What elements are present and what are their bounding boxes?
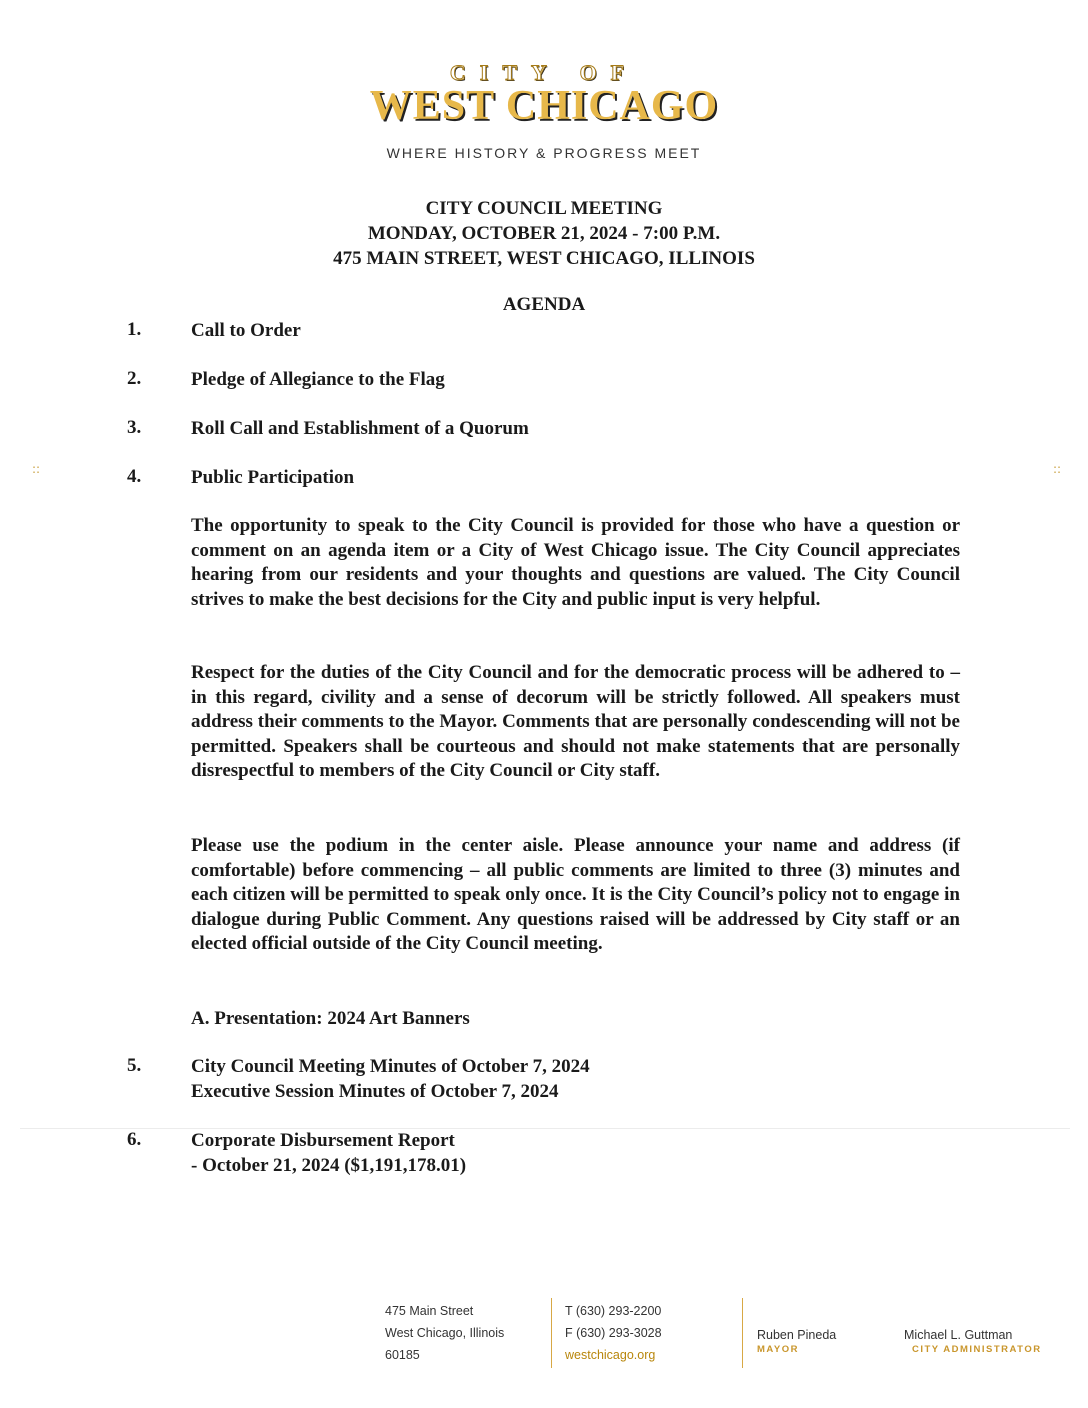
presentation-sub-item: A. Presentation: 2024 Art Banners	[191, 1008, 470, 1029]
administrator-title: CITY ADMINISTRATOR	[912, 1344, 1042, 1355]
item-number: 2.	[127, 368, 142, 389]
item-number: 3.	[127, 417, 142, 438]
agenda-item-pledge: Pledge of Allegiance to the Flag	[191, 369, 445, 390]
administrator-name: Michael L. Guttman	[904, 1328, 1013, 1342]
public-participation-paragraph-3: Please use the podium in the center aisle. Please announce your name and address (if comfortable) before commencing – all public comments are limited to three (3) minutes and each citizen will be permitted to speak only once. It is the City Council’s policy not to engage in dialogue during Public Comment. Any questions raised will be addressed by City staff or an elected official outside of the City Council meeting.	[191, 835, 960, 955]
logo-city-of: CITY OF	[449, 60, 639, 85]
footer-street: 475 Main Street	[385, 1304, 474, 1318]
agenda-item-executive-minutes: Executive Session Minutes of October 7, 2024	[191, 1081, 559, 1102]
item-number: 4.	[127, 466, 142, 487]
public-participation-paragraph-1: The opportunity to speak to the City Council is provided for those who have a question or comment on an agenda item or a City of West Chicago issue. The City Council appreciates hearing from our residents and your thoughts and questions are valued. The City Council strives to make the best decisions for the City and public input is very helpful.	[191, 515, 960, 610]
right-margin-mark: ::	[1053, 462, 1062, 476]
agenda-item-public-participation: Public Participation	[191, 467, 355, 488]
footer-city: West Chicago, Illinois	[385, 1326, 505, 1340]
footer-address	[385, 1300, 504, 1366]
footer-mayor	[757, 1328, 836, 1355]
agenda-item-minutes: City Council Meeting Minutes of October 7, 2024	[191, 1056, 590, 1077]
footer-administrator	[904, 1328, 1042, 1355]
mayor-title: MAYOR	[757, 1344, 799, 1355]
left-margin-mark: ::	[32, 462, 41, 476]
footer-contact	[565, 1300, 662, 1366]
meeting-location: 475 MAIN STREET, WEST CHICAGO, ILLINOIS	[333, 248, 755, 269]
agenda-item-disbursement-amount: - October 21, 2024 ($1,191,178.01)	[191, 1155, 467, 1176]
footer-fax: F (630) 293-3028	[565, 1326, 662, 1340]
logo-west-chicago: WEST CHICAGO	[369, 83, 719, 129]
agenda-item-disbursement: Corporate Disbursement Report	[191, 1130, 455, 1151]
footer-divider	[551, 1298, 552, 1368]
public-participation-paragraph-2: Respect for the duties of the City Council and for the democratic process will be adhered to – in this regard, civility and a sense of decorum will be strictly followed. All speakers must address their comments to the Mayor. Comments that are personally condescending will not be permitted. Speakers shall be courteous and should not make statements that are personally disrespectful to members of the City Council or City staff.	[191, 662, 960, 782]
meeting-title: CITY COUNCIL MEETING	[425, 198, 663, 219]
item-number: 1.	[127, 319, 142, 340]
scan-line	[20, 1128, 1070, 1129]
mayor-name: Ruben Pineda	[757, 1328, 837, 1342]
logo-tagline: WHERE HISTORY & PROGRESS MEET	[386, 145, 702, 161]
footer-divider	[742, 1298, 743, 1368]
footer-zip: 60185	[385, 1348, 420, 1362]
footer-website[interactable]: westchicago.org	[565, 1348, 656, 1362]
footer-phone: T (630) 293-2200	[565, 1304, 662, 1318]
item-number: 5.	[127, 1055, 142, 1076]
agenda-item-roll-call: Roll Call and Establishment of a Quorum	[191, 418, 529, 439]
item-number: 6.	[127, 1129, 142, 1150]
agenda-title: AGENDA	[502, 294, 586, 315]
agenda-item-call-to-order: Call to Order	[191, 320, 301, 341]
meeting-date: MONDAY, OCTOBER 21, 2024 - 7:00 P.M.	[367, 223, 721, 244]
